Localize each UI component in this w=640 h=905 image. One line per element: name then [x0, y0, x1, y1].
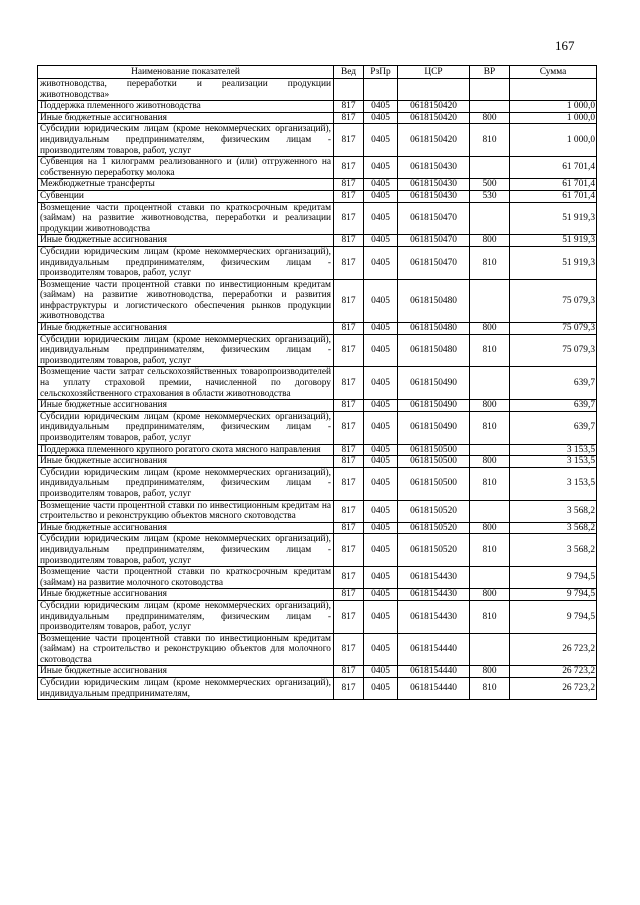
- row-csr: 0618150490: [398, 400, 470, 412]
- table-row: [38, 567, 597, 589]
- row-sum: 26 723,2: [510, 633, 597, 666]
- table-row: [38, 112, 597, 124]
- table-row: [38, 323, 597, 335]
- row-csr: 0618150470: [398, 246, 470, 279]
- row-sum: [510, 79, 597, 101]
- row-vr: [470, 157, 510, 179]
- row-sum: 9 794,5: [510, 589, 597, 601]
- row-rzpr: 0405: [364, 101, 398, 113]
- row-csr: 0618154440: [398, 633, 470, 666]
- row-name: Возмещение части процентной ставки по краткосрочным кредитам (займам) на развитие молочного скотоводства: [38, 567, 334, 589]
- row-vr: 800: [470, 112, 510, 124]
- row-vr: 800: [470, 522, 510, 534]
- row-ved: 817: [334, 500, 364, 522]
- row-csr: 0618154430: [398, 567, 470, 589]
- row-name: Возмещение части процентной ставки по краткосрочным кредитам (займам) на развитие животноводства, переработки и реализации продукции животноводства: [38, 202, 334, 235]
- row-ved: 817: [334, 400, 364, 412]
- row-vr: 810: [470, 334, 510, 367]
- header-rzpr: РзПр: [364, 66, 398, 79]
- row-vr: 800: [470, 235, 510, 247]
- header-name: Наименование показателей: [38, 66, 334, 79]
- row-name: Возмещение части процентной ставки по инвестиционным кредитам (займам) на строительство и реконструкцию объектов для молочного скотоводства: [38, 633, 334, 666]
- row-name: Субсидии юридическим лицам (кроме некоммерческих организаций), индивидуальным предпринимателям, физическим лицам - производителям товаров, работ, услуг: [38, 246, 334, 279]
- table-row: [38, 235, 597, 247]
- row-vr: [470, 444, 510, 456]
- row-rzpr: 0405: [364, 411, 398, 444]
- row-vr: [470, 279, 510, 322]
- row-name: животноводства, переработки и реализации продукции животноводства»: [38, 79, 334, 101]
- row-csr: 0618150430: [398, 179, 470, 191]
- table-row: [38, 79, 597, 101]
- row-ved: 817: [334, 101, 364, 113]
- header-ved: Вед: [334, 66, 364, 79]
- table-row: [38, 666, 597, 678]
- row-vr: 800: [470, 323, 510, 335]
- row-name: Субсидии юридическим лицам (кроме некоммерческих организаций), индивидуальным предпринимателям, физическим лицам - производителям товаров, работ, услуг: [38, 600, 334, 633]
- row-sum: 75 079,3: [510, 323, 597, 335]
- row-csr: 0618154440: [398, 666, 470, 678]
- row-rzpr: 0405: [364, 666, 398, 678]
- table-header-row: [38, 66, 597, 79]
- row-csr: 0618154430: [398, 589, 470, 601]
- row-rzpr: 0405: [364, 522, 398, 534]
- row-name: Иные бюджетные ассигнования: [38, 112, 334, 124]
- row-csr: 0618150480: [398, 323, 470, 335]
- row-ved: 817: [334, 633, 364, 666]
- row-name: Иные бюджетные ассигнования: [38, 589, 334, 601]
- table-row: [38, 600, 597, 633]
- row-vr: [470, 202, 510, 235]
- row-vr: [470, 567, 510, 589]
- row-name: Межбюджетные трансферты: [38, 179, 334, 191]
- row-ved: 817: [334, 279, 364, 322]
- row-name: Поддержка племенного животноводства: [38, 101, 334, 113]
- row-csr: 0618150470: [398, 202, 470, 235]
- row-name: Иные бюджетные ассигнования: [38, 235, 334, 247]
- row-csr: 0618150490: [398, 367, 470, 400]
- row-rzpr: 0405: [364, 400, 398, 412]
- row-vr: [470, 500, 510, 522]
- row-name: Субсидии юридическим лицам (кроме некоммерческих организаций), индивидуальным предпринимателям, физическим лицам - производителям товаров, работ, услуг: [38, 467, 334, 500]
- row-ved: 817: [334, 124, 364, 157]
- budget-table: [37, 65, 597, 700]
- row-csr: 0618150480: [398, 279, 470, 322]
- row-csr: [398, 79, 470, 101]
- row-sum: 75 079,3: [510, 279, 597, 322]
- table-row: [38, 500, 597, 522]
- table-row: [38, 534, 597, 567]
- row-rzpr: 0405: [364, 444, 398, 456]
- row-rzpr: 0405: [364, 179, 398, 191]
- row-ved: 817: [334, 334, 364, 367]
- row-rzpr: 0405: [364, 202, 398, 235]
- row-ved: 817: [334, 678, 364, 700]
- row-ved: 817: [334, 456, 364, 468]
- row-rzpr: 0405: [364, 246, 398, 279]
- row-rzpr: 0405: [364, 235, 398, 247]
- row-sum: 3 153,5: [510, 444, 597, 456]
- row-name: Возмещение части процентной ставки по инвестиционным кредитам (займам) на развитие животноводства, переработки и развития инфраструктуры и логистического обеспечения рынков продукции животноводства: [38, 279, 334, 322]
- row-name: Иные бюджетные ассигнования: [38, 456, 334, 468]
- row-ved: [334, 79, 364, 101]
- row-csr: 0618150420: [398, 101, 470, 113]
- row-name: Иные бюджетные ассигнования: [38, 666, 334, 678]
- row-vr: 810: [470, 678, 510, 700]
- row-csr: 0618150470: [398, 235, 470, 247]
- row-rzpr: 0405: [364, 124, 398, 157]
- row-rzpr: 0405: [364, 456, 398, 468]
- row-rzpr: 0405: [364, 534, 398, 567]
- row-rzpr: 0405: [364, 323, 398, 335]
- row-vr: 800: [470, 589, 510, 601]
- header-vr: ВР: [470, 66, 510, 79]
- row-vr: 810: [470, 246, 510, 279]
- row-rzpr: 0405: [364, 190, 398, 202]
- row-sum: 26 723,2: [510, 678, 597, 700]
- row-vr: [470, 633, 510, 666]
- row-vr: 800: [470, 400, 510, 412]
- row-csr: 0618150490: [398, 411, 470, 444]
- row-csr: 0618154430: [398, 600, 470, 633]
- row-rzpr: 0405: [364, 633, 398, 666]
- row-sum: 9 794,5: [510, 567, 597, 589]
- row-sum: 3 568,2: [510, 534, 597, 567]
- table-row: [38, 633, 597, 666]
- row-vr: 530: [470, 190, 510, 202]
- table-row: [38, 334, 597, 367]
- row-ved: 817: [334, 323, 364, 335]
- row-rzpr: 0405: [364, 112, 398, 124]
- row-ved: 817: [334, 589, 364, 601]
- table-row: [38, 124, 597, 157]
- table-row: [38, 467, 597, 500]
- row-ved: 817: [334, 567, 364, 589]
- row-sum: 61 701,4: [510, 157, 597, 179]
- row-vr: [470, 101, 510, 113]
- row-vr: [470, 79, 510, 101]
- row-rzpr: 0405: [364, 334, 398, 367]
- row-sum: 3 153,5: [510, 467, 597, 500]
- row-sum: 1 000,0: [510, 101, 597, 113]
- row-csr: 0618150500: [398, 467, 470, 500]
- row-rzpr: 0405: [364, 678, 398, 700]
- row-csr: 0618150500: [398, 444, 470, 456]
- row-csr: 0618150430: [398, 157, 470, 179]
- row-sum: 3 568,2: [510, 522, 597, 534]
- row-sum: 639,7: [510, 411, 597, 444]
- row-csr: 0618150520: [398, 522, 470, 534]
- row-name: Субсидии юридическим лицам (кроме некоммерческих организаций), индивидуальным предпринимателям, физическим лицам - производителям товаров, работ, услуг: [38, 534, 334, 567]
- row-vr: [470, 367, 510, 400]
- row-vr: 810: [470, 534, 510, 567]
- row-sum: 51 919,3: [510, 235, 597, 247]
- row-vr: 500: [470, 179, 510, 191]
- page-number: 167: [555, 38, 575, 53]
- row-rzpr: 0405: [364, 589, 398, 601]
- table-row: [38, 246, 597, 279]
- row-csr: 0618150500: [398, 456, 470, 468]
- row-csr: 0618154440: [398, 678, 470, 700]
- row-ved: 817: [334, 112, 364, 124]
- row-ved: 817: [334, 522, 364, 534]
- row-rzpr: 0405: [364, 467, 398, 500]
- table-row: [38, 367, 597, 400]
- row-ved: 817: [334, 179, 364, 191]
- row-sum: 75 079,3: [510, 334, 597, 367]
- row-sum: 3 153,5: [510, 456, 597, 468]
- row-name: Возмещение части затрат сельскохозяйственных товаропроизводителей на уплату страховой премии, начисленной по договору сельскохозяйственного страхования в области животноводства: [38, 367, 334, 400]
- row-csr: 0618150420: [398, 124, 470, 157]
- row-sum: 9 794,5: [510, 600, 597, 633]
- row-name: Иные бюджетные ассигнования: [38, 522, 334, 534]
- row-rzpr: 0405: [364, 500, 398, 522]
- row-rzpr: 0405: [364, 367, 398, 400]
- table-row: [38, 179, 597, 191]
- row-sum: 51 919,3: [510, 202, 597, 235]
- row-csr: 0618150420: [398, 112, 470, 124]
- row-ved: 817: [334, 467, 364, 500]
- row-sum: 639,7: [510, 400, 597, 412]
- row-ved: 817: [334, 444, 364, 456]
- row-csr: 0618150520: [398, 534, 470, 567]
- row-ved: 817: [334, 235, 364, 247]
- row-name: Поддержка племенного крупного рогатого скота мясного направления: [38, 444, 334, 456]
- row-ved: 817: [334, 666, 364, 678]
- row-csr: 0618150520: [398, 500, 470, 522]
- row-name: Субсидии юридическим лицам (кроме некоммерческих организаций), индивидуальным предпринимателям,: [38, 678, 334, 700]
- row-vr: 800: [470, 666, 510, 678]
- row-name: Иные бюджетные ассигнования: [38, 323, 334, 335]
- row-vr: 810: [470, 467, 510, 500]
- table-row: [38, 589, 597, 601]
- table-row: [38, 522, 597, 534]
- table-row: [38, 202, 597, 235]
- row-sum: 61 701,4: [510, 179, 597, 191]
- row-sum: 61 701,4: [510, 190, 597, 202]
- row-vr: 800: [470, 456, 510, 468]
- row-vr: 810: [470, 124, 510, 157]
- row-csr: 0618150430: [398, 190, 470, 202]
- row-sum: 26 723,2: [510, 666, 597, 678]
- row-rzpr: 0405: [364, 600, 398, 633]
- row-sum: 1 000,0: [510, 124, 597, 157]
- row-rzpr: [364, 79, 398, 101]
- row-rzpr: 0405: [364, 567, 398, 589]
- row-sum: 3 568,2: [510, 500, 597, 522]
- header-csr: ЦСР: [398, 66, 470, 79]
- table-row: [38, 157, 597, 179]
- row-vr: 810: [470, 411, 510, 444]
- table-body: [38, 79, 597, 700]
- table-row: [38, 456, 597, 468]
- row-ved: 817: [334, 600, 364, 633]
- row-ved: 817: [334, 157, 364, 179]
- row-ved: 817: [334, 190, 364, 202]
- row-name: Субсидии юридическим лицам (кроме некоммерческих организаций), индивидуальным предпринимателям, физическим лицам - производителям товаров, работ, услуг: [38, 411, 334, 444]
- table-row: [38, 678, 597, 700]
- row-sum: 639,7: [510, 367, 597, 400]
- row-name: Иные бюджетные ассигнования: [38, 400, 334, 412]
- row-vr: 810: [470, 600, 510, 633]
- row-ved: 817: [334, 246, 364, 279]
- table-row: [38, 279, 597, 322]
- row-sum: 1 000,0: [510, 112, 597, 124]
- row-ved: 817: [334, 202, 364, 235]
- row-ved: 817: [334, 534, 364, 567]
- row-name: Субсидии юридическим лицам (кроме некоммерческих организаций), индивидуальным предпринимателям, физическим лицам - производителям товаров, работ, услуг: [38, 334, 334, 367]
- row-name: Возмещение части процентной ставки по инвестиционным кредитам на строительство и реконструкцию объектов мясного скотоводства: [38, 500, 334, 522]
- row-name: Субвенция на 1 килограмм реализованного и (или) отгруженного на собственную переработку молока: [38, 157, 334, 179]
- table-row: [38, 444, 597, 456]
- row-ved: 817: [334, 367, 364, 400]
- row-name: Субвенции: [38, 190, 334, 202]
- table-row: [38, 101, 597, 113]
- table-row: [38, 190, 597, 202]
- header-sum: Сумма: [510, 66, 597, 79]
- table-row: [38, 400, 597, 412]
- row-csr: 0618150480: [398, 334, 470, 367]
- row-rzpr: 0405: [364, 279, 398, 322]
- row-ved: 817: [334, 411, 364, 444]
- table-row: [38, 411, 597, 444]
- row-sum: 51 919,3: [510, 246, 597, 279]
- row-rzpr: 0405: [364, 157, 398, 179]
- row-name: Субсидии юридическим лицам (кроме некоммерческих организаций), индивидуальным предпринимателям, физическим лицам - производителям товаров, работ, услуг: [38, 124, 334, 157]
